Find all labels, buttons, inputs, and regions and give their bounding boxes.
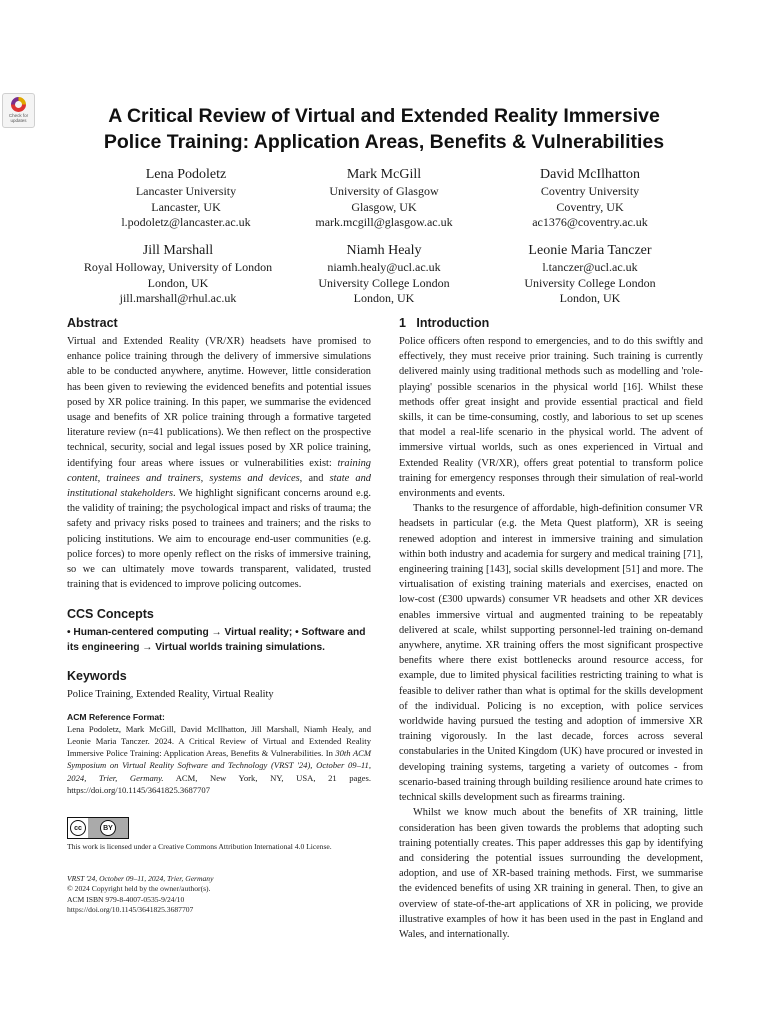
intro-paragraph: Whilst we know much about the benefits of XR training, little consideration has been given towards the problems that adopting such training potentially creates. This paper addresses this gap by identifying and considering the potential issues surrounding the development, adoption, and use of XR-based training methods. First, we summarise the evidenced benefits of using XR training in general. Then, to give an overview of state-of-the-art applications of XR in policing, we provide illustrative examples of how it has been used in the past in England and Wales, and internationally. — [399, 807, 703, 940]
author-email: niamh.healy@ucl.ac.uk — [327, 260, 441, 274]
author-affiliation: Lancaster University — [135, 184, 237, 198]
footer-doi[interactable]: https://doi.org/10.1145/3641825.3687707 — [67, 905, 194, 915]
abstract-heading: Abstract — [67, 316, 118, 330]
intro-paragraph: Police officers often respond to emergencies, and to do this swiftly and effectively, they must receive prior training. Such training is currently delivered mainly using traditional methods such as modelling and 'role-playing' possible scenarios in the physical world [16]. Whilst these methods offer great insight and provide essential practical and field skills, it can be time-consuming, costly, and laborious to set up scenes that model a real-life scenario in the physical world. The advent of immersive virtual worlds, such as ones experienced in Virtual and Extended Reality (VR/XR), offers great potential to transform police training for emergency responses through their simulation of real-world environments and events. — [399, 336, 703, 500]
author-location: Coventry, UK — [556, 199, 624, 214]
author-block — [268, 166, 500, 231]
paper-title-line2: Police Training: Application Areas, Benefits & Vulnerabilities — [103, 131, 665, 153]
author-email: ac1376@coventry.ac.uk — [532, 215, 648, 229]
author-affiliation: University College London — [524, 275, 656, 290]
ccs-text: • Human-centered computing → Virtual reality; • Software and its engineering → Virtual worlds training simulations. — [67, 627, 366, 654]
author-name: Leonie Maria Tanczer — [528, 243, 652, 258]
author-name: Mark McGill — [346, 167, 422, 182]
attribution-icon: BY — [100, 820, 116, 836]
left-column — [67, 315, 371, 796]
author-name: David McIlhatton — [540, 167, 640, 182]
keywords-heading: Keywords — [67, 669, 127, 684]
author-location: London, UK — [147, 275, 209, 290]
license-text: This work is licensed under a Creative Commons Attribution International 4.0 License. — [67, 842, 332, 851]
author-email: l.podoletz@lancaster.ac.uk — [121, 215, 251, 229]
author-location: London, UK — [559, 291, 621, 305]
author-block — [62, 242, 294, 307]
badge-line2: updates — [10, 118, 27, 123]
author-location: Glasgow, UK — [351, 199, 417, 214]
author-email: l.tanczer@ucl.ac.uk — [542, 260, 638, 274]
author-affiliation: Royal Holloway, University of London — [83, 260, 273, 274]
creative-commons-icon: cc — [70, 820, 86, 836]
introduction-heading: 1 Introduction — [399, 316, 490, 330]
author-affiliation: University of Glasgow — [329, 184, 439, 198]
intro-paragraph: Thanks to the resurgence of affordable, high-definition consumer VR headsets in particular (e.g. the Meta Quest platform), XR is seeing renewed adoption and interest in immersive training and simulation within both industry and academia for surgery and medical training [71], engineering training [143], social skills development [51] and more. The virtualisation of existing training materials and exercises, enacted on low-cost (£300 upwards) consumer VR headsets and other XR devices enables immersive virtual and augmented training to be repeatably delivered at scale, whilst supporting personnel-led training on-demand anywhere, anytime. XR training offers the most significant prospective benefits where there exist bottlenecks around resource access, for example, due to limited physical facilities restricting training to what is feasible to deliver rather than what is optimal for the skills development of the individual. Policing is no exception, with police services worldwide having pursued the testing and adoption of immersive XR training vigorously. In the last decade, forces across several constabularies in the United Kingdom (UK) have procured or invested in developing training systems, targeting a variety of outcomes - from scenario-based training through building resilience around hate crimes to technical skills development such as firearms training. — [399, 503, 703, 804]
footer-copyright: © 2024 Copyright held by the owner/author(s). — [67, 884, 211, 894]
reference-heading: ACM Reference Format: — [67, 711, 165, 722]
author-name: Lena Podoletz — [145, 167, 227, 182]
check-for-updates-badge[interactable] — [2, 93, 35, 128]
author-block — [268, 242, 500, 307]
author-affiliation: University College London — [318, 275, 450, 290]
author-name: Niamh Healy — [346, 243, 422, 258]
author-block — [474, 242, 706, 307]
right-column — [399, 315, 703, 942]
keywords-text: Police Training, Extended Reality, Virtual Reality — [67, 689, 274, 701]
cc-by-license-badge[interactable] — [67, 817, 129, 839]
author-location: Lancaster, UK — [151, 199, 221, 214]
footer-venue: VRST '24, October 09–11, 2024, Trier, Germany — [67, 874, 214, 883]
abstract-text: Virtual and Extended Reality (VR/XR) headsets have promised to enhance police training through the delivery of immersive simulations able to be conducted anywhere, anytime. However, little consideration has been given to reviewing the evidenced benefits and potential issues posed by XR police training. In this paper, we summarise the evidenced usage and benefits of XR police training through a formative targeted literature review (n=41 publications). We then reflect on the prospective technical, security, social and legal issues posed by XR police training, identifying four areas where issues or vulnerabilities exist: training content, trainees and trainers, systems and devices, and state and institutional stakeholders. We highlight significant concerns around e.g. the validity of training; the psychological impact and risks of trauma; the safety and privacy risks posed to trainees and trainers; and the risks to policing institutions. We aim to encourage end-user communities (e.g. police forces) to more openly reflect on the risks of immersive training, so we can ultimately move towards transparent, validated, trusted training that is evidenced to improve policing outcomes. — [67, 336, 372, 591]
author-email: jill.marshall@rhul.ac.uk — [119, 291, 237, 305]
author-email: mark.mcgill@glasgow.ac.uk — [315, 215, 453, 229]
footer-isbn: ACM ISBN 979-8-4007-0535-9/24/10 — [67, 894, 185, 904]
reference-text: Lena Podoletz, Mark McGill, David McIlhatton, Jill Marshall, Niamh Healy, and Leonie Maria Tanczer. 2024. A Critical Review of Virtual and Extended Reality Immersive Police Training: Application Areas, Benefits & Vulnerabilities. In 30th ACM Symposium on Virtual Reality Software and Technology (VRST '24), October 09–11, 2024, Trier, Germany. ACM, New York, NY, USA, 21 pages. https://doi.org/10.1145/3641825.3687707 — [67, 723, 371, 795]
paper-title-line1: A Critical Review of Virtual and Extended Reality Immersive — [108, 105, 660, 127]
badge-line1: Check for — [8, 113, 29, 118]
author-name: Jill Marshall — [142, 243, 214, 258]
ccs-heading: CCS Concepts — [67, 607, 154, 622]
author-location: London, UK — [353, 291, 415, 305]
author-affiliation: Coventry University — [540, 184, 640, 198]
footer-block — [67, 874, 371, 916]
author-block — [474, 166, 706, 231]
crossmark-icon — [11, 97, 26, 112]
